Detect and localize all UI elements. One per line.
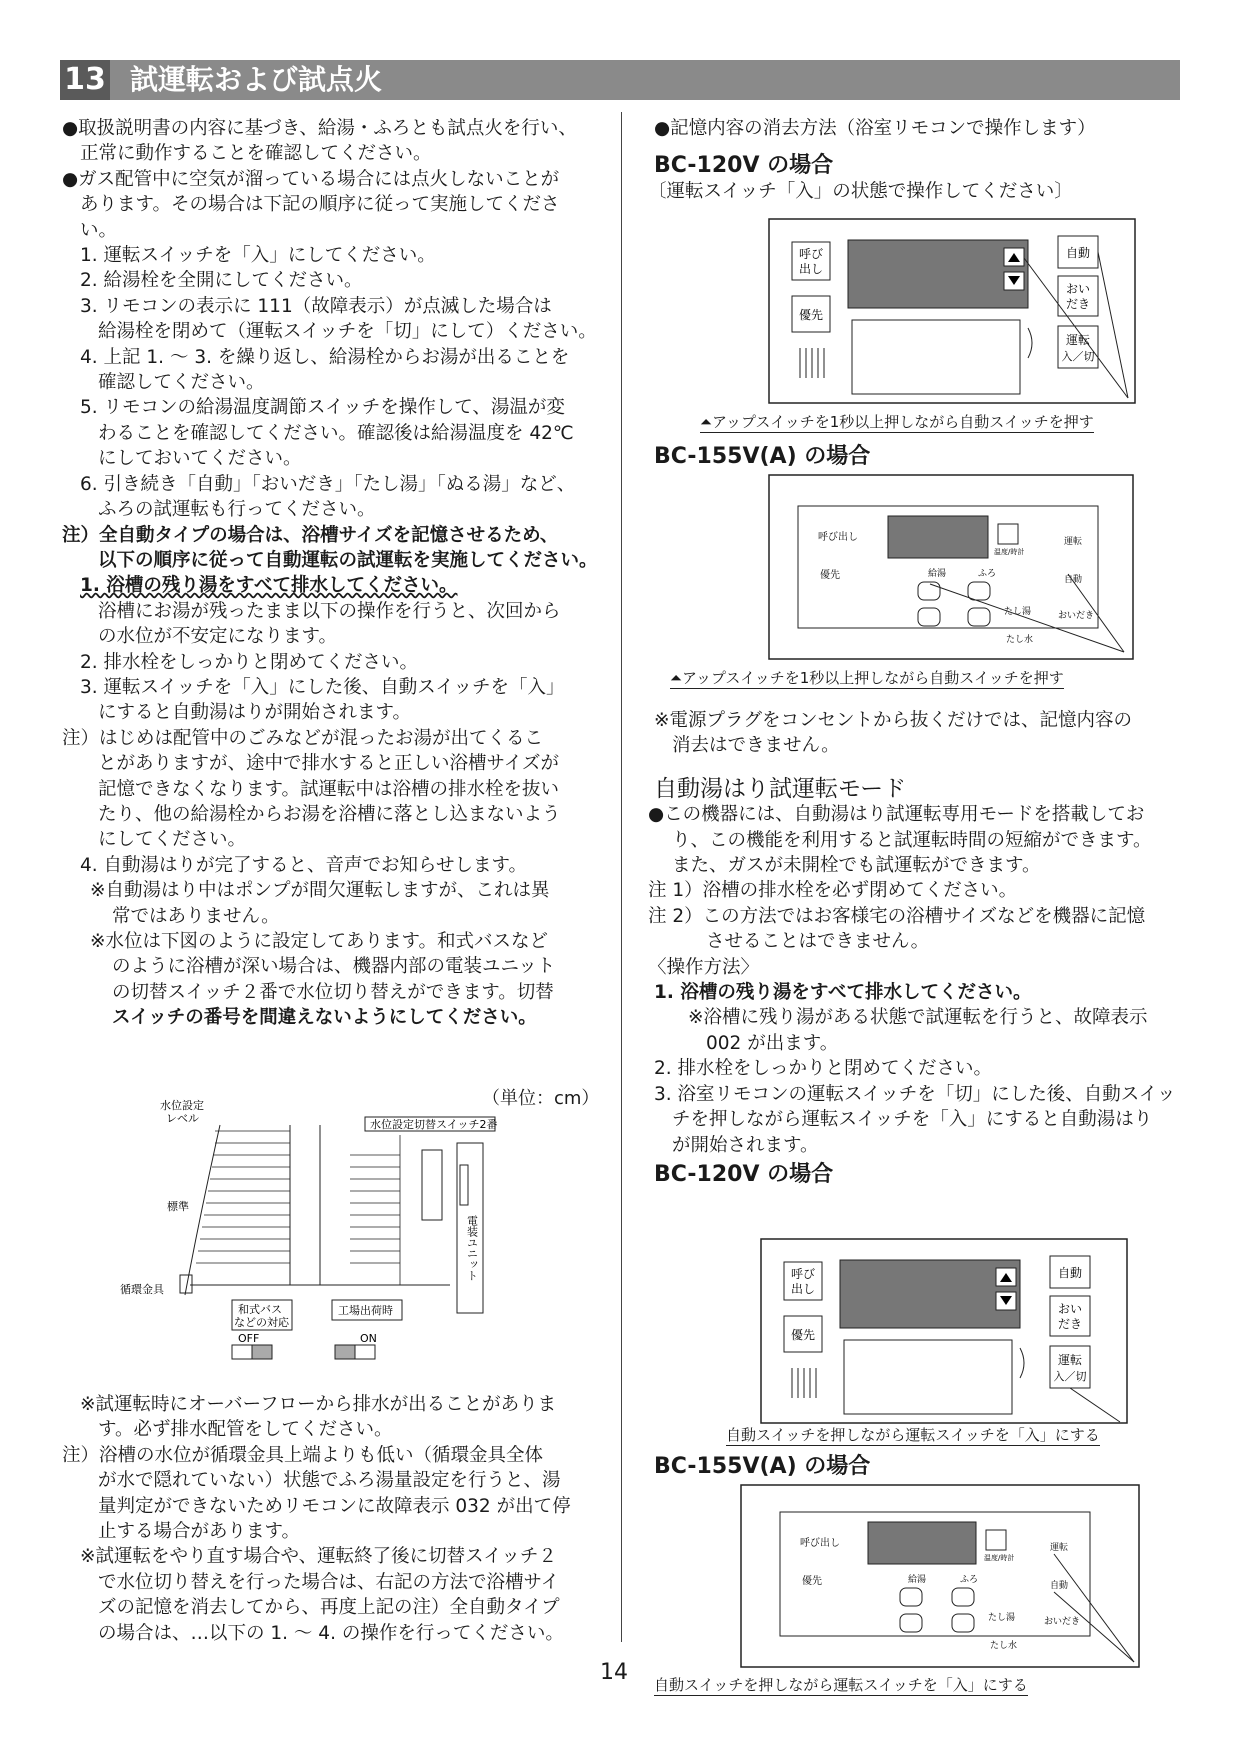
diagram-label: 電装ユニット xyxy=(465,1215,479,1281)
auto-label: 自動 xyxy=(1064,575,1083,585)
remark: ※自動湯はり中はポンプが間欠運転しますが、これは異 xyxy=(90,880,550,902)
text: ●ガス配管中に空気が溜っている場合には点火しないことが xyxy=(62,168,560,190)
run-button-label: 入／切 xyxy=(1061,350,1095,363)
step: 1. 浴槽の残り湯をすべて排水してください。 xyxy=(80,575,458,597)
remark: ※試運転時にオーバーフローから排水が出ることがありま xyxy=(80,1394,557,1415)
call-button-label: 呼び xyxy=(798,247,824,261)
oidaki-button-label: だき xyxy=(1057,1317,1083,1331)
text: 消去はできません。 xyxy=(672,735,840,757)
remote-bc120v-2 xyxy=(760,1238,1128,1424)
note: 注）浴槽の水位が循環金具上端よりも低い（循環金具全体 xyxy=(62,1444,544,1466)
text: 量判定ができないためリモコンに故障表示 032 が出て停 xyxy=(98,1495,571,1517)
call-button-label: 出し xyxy=(790,1282,816,1296)
diagram-label: などの対応 xyxy=(234,1316,289,1329)
text: スイッチの番号を間違えないようにしてください。 xyxy=(112,1007,537,1029)
diagram-label: 水位設定 xyxy=(160,1099,204,1112)
remote-bc120v xyxy=(768,218,1136,404)
section-heading: 自動湯はり試運転モード xyxy=(654,775,907,802)
note: 以下の順序に従って自動運転の試運転を実施してください。 xyxy=(98,549,598,571)
diagram-label: 和式バス xyxy=(238,1303,282,1316)
step: 2. 給湯栓を全開にしてください。 xyxy=(80,270,363,292)
text: させることはできません。 xyxy=(706,931,930,953)
up-switch-icon: ⏶ xyxy=(700,413,713,431)
caption: ⏶アップスイッチを1秒以上押しながら自動スイッチを押す xyxy=(700,413,1094,431)
text: ふろの試運転も行ってください。 xyxy=(98,499,376,521)
right-mid xyxy=(648,708,1194,1187)
diagram-label: 水位設定切替スイッチ2番 xyxy=(370,1118,498,1131)
diagram-label: 工場出荷時 xyxy=(338,1304,393,1317)
priority-label: 優先 xyxy=(820,570,840,581)
text: り、この機能を利用すると試運転時間の短縮ができます。 xyxy=(672,829,1152,851)
diagram-label: 循環金具 xyxy=(120,1283,164,1296)
call-button-label: 出し xyxy=(798,262,824,276)
diagram-label: レベル xyxy=(166,1112,199,1125)
remark: ※電源プラグをコンセントから抜くだけでは、記憶内容の xyxy=(654,710,1133,731)
text: また、ガスが未開栓でも試運転ができます。 xyxy=(672,855,1041,877)
run-label: 運転 xyxy=(1064,537,1083,547)
text: ズの記憶を消去してから、再度上記の注）全自動タイプ xyxy=(98,1597,560,1619)
water-level-diagram xyxy=(120,1095,590,1365)
tashimizu-label: たし水 xyxy=(990,1641,1018,1651)
hot-label: 給湯 xyxy=(908,1575,927,1585)
note: 注）はじめは配管中のごみなどが混ったお湯が出てくるこ xyxy=(62,727,544,749)
priority-button-label: 優先 xyxy=(790,1328,816,1342)
unit-label: （単位：cm） xyxy=(482,1088,600,1109)
oidaki-button-label: だき xyxy=(1065,297,1091,311)
text: 常ではありません。 xyxy=(112,905,280,927)
step: 5. リモコンの給湯温度調節スイッチを操作して、湯温が変 xyxy=(80,397,565,419)
step: 3. リモコンの表示に 111（故障表示）が点滅した場合は xyxy=(80,295,552,317)
priority-label: 優先 xyxy=(802,1576,822,1587)
bath-label: ふろ xyxy=(960,1575,979,1585)
diagram-label: 標準 xyxy=(167,1200,189,1213)
diagram-label: OFF xyxy=(238,1332,260,1345)
text: の場合は、…以下の 1. ～ 4. の操作を行ってください。 xyxy=(98,1622,564,1644)
text: のように浴槽が深い場合は、機器内部の電装ユニット xyxy=(112,956,556,978)
call-label: 呼び出し xyxy=(800,1538,840,1549)
call-button-label: 呼び xyxy=(790,1267,816,1281)
left-notes xyxy=(62,1392,610,1646)
text: す。必ず排水配管をしてください。 xyxy=(98,1419,393,1441)
display-sub-label: 温度/時計 xyxy=(984,1554,1015,1562)
text: チを押しながら運転スイッチを「入」にすると自動湯はり xyxy=(672,1109,1153,1131)
diagram-label: ON xyxy=(360,1332,377,1345)
oidaki-label: おいだき xyxy=(1058,611,1095,621)
oidaki-button-label: おい xyxy=(1057,1302,1083,1316)
model-heading: BC-155V(A) の場合 xyxy=(654,444,871,469)
text: たり、他の給湯栓からお湯を浴槽に落とし込まないよう xyxy=(98,803,561,825)
text: 002 が出ます。 xyxy=(706,1032,839,1054)
remote-bc155v xyxy=(768,474,1134,660)
step: 2. 排水栓をしっかりと閉めてください。 xyxy=(654,1058,993,1080)
caption: ⏶アップスイッチを1秒以上押しながら自動スイッチを押す xyxy=(670,669,1064,687)
section-number: 13 xyxy=(60,60,110,100)
text: ●記憶内容の消去方法（浴室リモコンで操作します） xyxy=(654,118,1096,139)
left-column xyxy=(62,116,602,1031)
auto-button-label: 自動 xyxy=(1065,246,1091,260)
text: あります。その場合は下記の順序に従って実施してくださ xyxy=(80,194,560,216)
note: 注 2）この方法ではお客様宅の浴槽サイズなどを機器に記憶 xyxy=(648,905,1146,927)
note: 注 1）浴槽の排水栓を必ず閉めてください。 xyxy=(648,880,1018,902)
text: の水位が不安定になります。 xyxy=(98,626,338,648)
model-heading: BC-120V の場合 xyxy=(654,153,834,179)
column-divider xyxy=(621,112,622,1642)
text: 確認してください。 xyxy=(98,372,265,394)
run-button-label: 運転 xyxy=(1057,1353,1083,1367)
text: が開始されます。 xyxy=(672,1134,819,1156)
step: 3. 運転スイッチを「入」にした後、自動スイッチを「入」 xyxy=(80,676,565,698)
step: 2. 排水栓をしっかりと閉めてください。 xyxy=(80,651,419,673)
auto-label: 自動 xyxy=(1050,1581,1069,1591)
caption: 自動スイッチを押しながら運転スイッチを「入」にする xyxy=(726,1426,1100,1444)
step: 3. 浴室リモコンの運転スイッチを「切」にした後、自動スイッ xyxy=(654,1083,1176,1105)
run-button-label: 運転 xyxy=(1065,333,1091,347)
call-label: 呼び出し xyxy=(818,532,858,543)
text: 〈操作方法〉 xyxy=(648,956,760,978)
text: 浴槽にお湯が残ったまま以下の操作を行うと、次回から xyxy=(98,600,561,622)
tashimizu-label: たし水 xyxy=(1006,635,1034,645)
caption: 自動スイッチを押しながら運転スイッチを「入」にする xyxy=(654,1676,1028,1694)
tashiyu-label: たし湯 xyxy=(988,1613,1016,1623)
text: とがありますが、途中で排水すると正しい浴槽サイズが xyxy=(98,753,560,775)
step: 6. 引き続き「自動」「おいだき」「たし湯」「ぬる湯」など、 xyxy=(80,473,576,495)
display-sub-label: 温度/時計 xyxy=(994,548,1025,556)
remark: ※水位は下図のように設定してあります。和式バスなど xyxy=(90,931,549,952)
run-label: 運転 xyxy=(1050,1543,1069,1553)
note: 注）全自動タイプの場合は、浴槽サイズを記憶させるため、 xyxy=(62,524,559,546)
text: 〔運転スイッチ「入」の状態で操作してください〕 xyxy=(648,180,1073,202)
text: 止する場合があります。 xyxy=(98,1521,301,1543)
text: わることを確認してください。確認後は給湯温度を 42℃ xyxy=(98,422,574,444)
step: 1. 運転スイッチを「入」にしてください。 xyxy=(80,245,436,267)
text: で水位切り替えを行った場合は、右記の方法で浴槽サイ xyxy=(98,1571,560,1593)
model-heading: BC-120V の場合 xyxy=(654,1161,834,1187)
right-bottom xyxy=(654,1454,1194,1479)
bath-label: ふろ xyxy=(978,569,997,579)
run-button-label: 入／切 xyxy=(1053,1370,1087,1383)
right-section xyxy=(654,444,1194,469)
text: ●取扱説明書の内容に基づき、給湯・ふろとも試点火を行い、 xyxy=(62,118,577,139)
step: 4. 上記 1. ～ 3. を繰り返し、給湯栓からお湯が出ることを xyxy=(80,346,570,368)
section-header xyxy=(60,60,1180,100)
oidaki-button-label: おい xyxy=(1065,282,1091,296)
text: 給湯栓を閉めて（運転スイッチを「切」にして）ください。 xyxy=(98,321,597,343)
page-number: 14 xyxy=(600,1660,628,1685)
right-top xyxy=(648,116,1194,204)
remark: ※試運転をやり直す場合や、運転終了後に切替スイッチ２ xyxy=(80,1546,557,1568)
text: 正常に動作することを確認してください。 xyxy=(80,143,432,165)
model-heading: BC-155V(A) の場合 xyxy=(654,1454,871,1479)
step: 1. 浴槽の残り湯をすべて排水してください。 xyxy=(654,982,1032,1004)
text: にしておいてください。 xyxy=(98,448,302,470)
tashiyu-label: たし湯 xyxy=(1004,607,1032,617)
text: い。 xyxy=(80,219,118,241)
text: 記憶できなくなります。試運転中は浴槽の排水栓を抜い xyxy=(98,778,560,800)
priority-button-label: 優先 xyxy=(798,308,824,322)
text: にすると自動湯はりが開始されます。 xyxy=(98,702,412,724)
remote-bc155v-2 xyxy=(740,1484,1140,1668)
step: 4. 自動湯はりが完了すると、音声でお知らせします。 xyxy=(80,854,527,876)
text: の切替スイッチ２番で水位切り替えができます。切替 xyxy=(112,981,554,1003)
remark: ※浴槽に残り湯がある状態で試運転を行うと、故障表示 xyxy=(688,1007,1148,1029)
section-title: 試運転および試点火 xyxy=(130,63,383,96)
auto-button-label: 自動 xyxy=(1057,1266,1083,1280)
up-switch-icon: ⏶ xyxy=(670,669,683,687)
oidaki-label: おいだき xyxy=(1044,1617,1081,1627)
hot-label: 給湯 xyxy=(928,569,947,579)
text: にしてください。 xyxy=(98,829,247,851)
text: ●この機器には、自動湯はり試運転専用モードを搭載してお xyxy=(648,804,1145,826)
text: が水で隠れていない）状態でふろ湯量設定を行うと、湯 xyxy=(98,1470,561,1492)
